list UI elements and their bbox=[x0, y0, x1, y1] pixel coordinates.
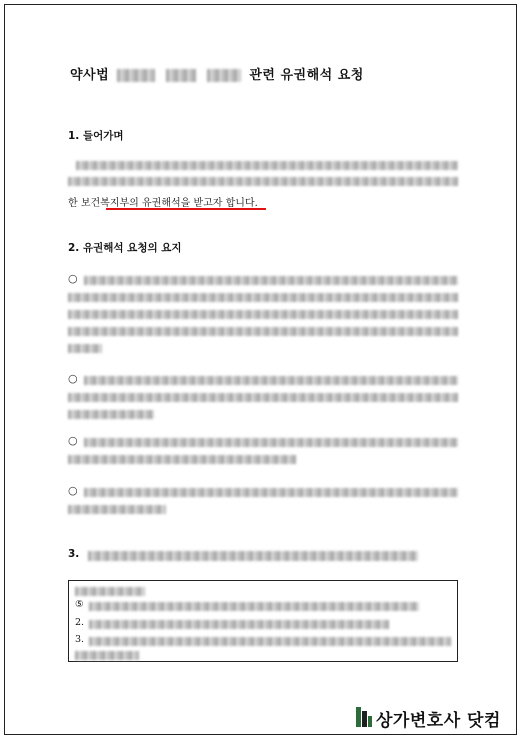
redacted-text bbox=[89, 637, 451, 646]
redacted-text bbox=[68, 293, 458, 302]
redacted-text bbox=[68, 393, 458, 402]
redacted-text bbox=[166, 69, 196, 82]
bullet-marker: ○ bbox=[68, 372, 78, 385]
line-start: 한 bbox=[68, 198, 78, 209]
redacted-text bbox=[76, 161, 458, 170]
bullet-marker: ○ bbox=[68, 484, 78, 497]
logo-mark-icon bbox=[356, 707, 372, 727]
brand-logo bbox=[356, 706, 516, 730]
box-item-number: 3. bbox=[75, 634, 85, 645]
redacted-text bbox=[75, 587, 145, 596]
section-1-heading: 1. 들어가며 bbox=[68, 130, 124, 142]
redacted-text bbox=[84, 488, 458, 497]
section-3-heading-number: 3. bbox=[68, 548, 80, 560]
section-2-heading: 2. 유권해석 요청의 요지 bbox=[68, 242, 182, 254]
highlighted-sentence: 보건복지부의 유권해석을 받고자 합니다. bbox=[80, 198, 258, 209]
redacted-text bbox=[68, 344, 102, 353]
redacted-text bbox=[117, 69, 155, 82]
box-item-number: ⑤ bbox=[75, 599, 84, 610]
title-start: 약사법 bbox=[70, 68, 110, 83]
redacted-text bbox=[68, 310, 458, 319]
red-underline bbox=[106, 208, 266, 210]
box-item-number: 2. bbox=[75, 617, 85, 628]
redacted-text bbox=[68, 327, 458, 336]
redacted-text bbox=[84, 276, 458, 285]
redacted-text bbox=[84, 376, 458, 385]
redacted-text bbox=[68, 455, 296, 464]
document-title bbox=[70, 64, 470, 83]
bullet-marker: ○ bbox=[68, 434, 78, 447]
redacted-text bbox=[207, 69, 241, 82]
redacted-text bbox=[88, 551, 418, 561]
section-1-visible-line bbox=[68, 194, 258, 209]
redacted-text bbox=[89, 620, 389, 629]
redacted-text bbox=[68, 177, 458, 186]
redacted-text bbox=[84, 438, 458, 447]
redacted-text bbox=[89, 602, 419, 611]
bullet-marker: ○ bbox=[68, 272, 78, 285]
redacted-text bbox=[75, 651, 139, 660]
title-end: 관련 유권해석 요청 bbox=[249, 68, 364, 83]
summary-box bbox=[68, 580, 458, 662]
redacted-text bbox=[68, 410, 154, 419]
redacted-text bbox=[68, 505, 166, 514]
logo-text: 상가변호사 닷컴 bbox=[376, 711, 501, 731]
